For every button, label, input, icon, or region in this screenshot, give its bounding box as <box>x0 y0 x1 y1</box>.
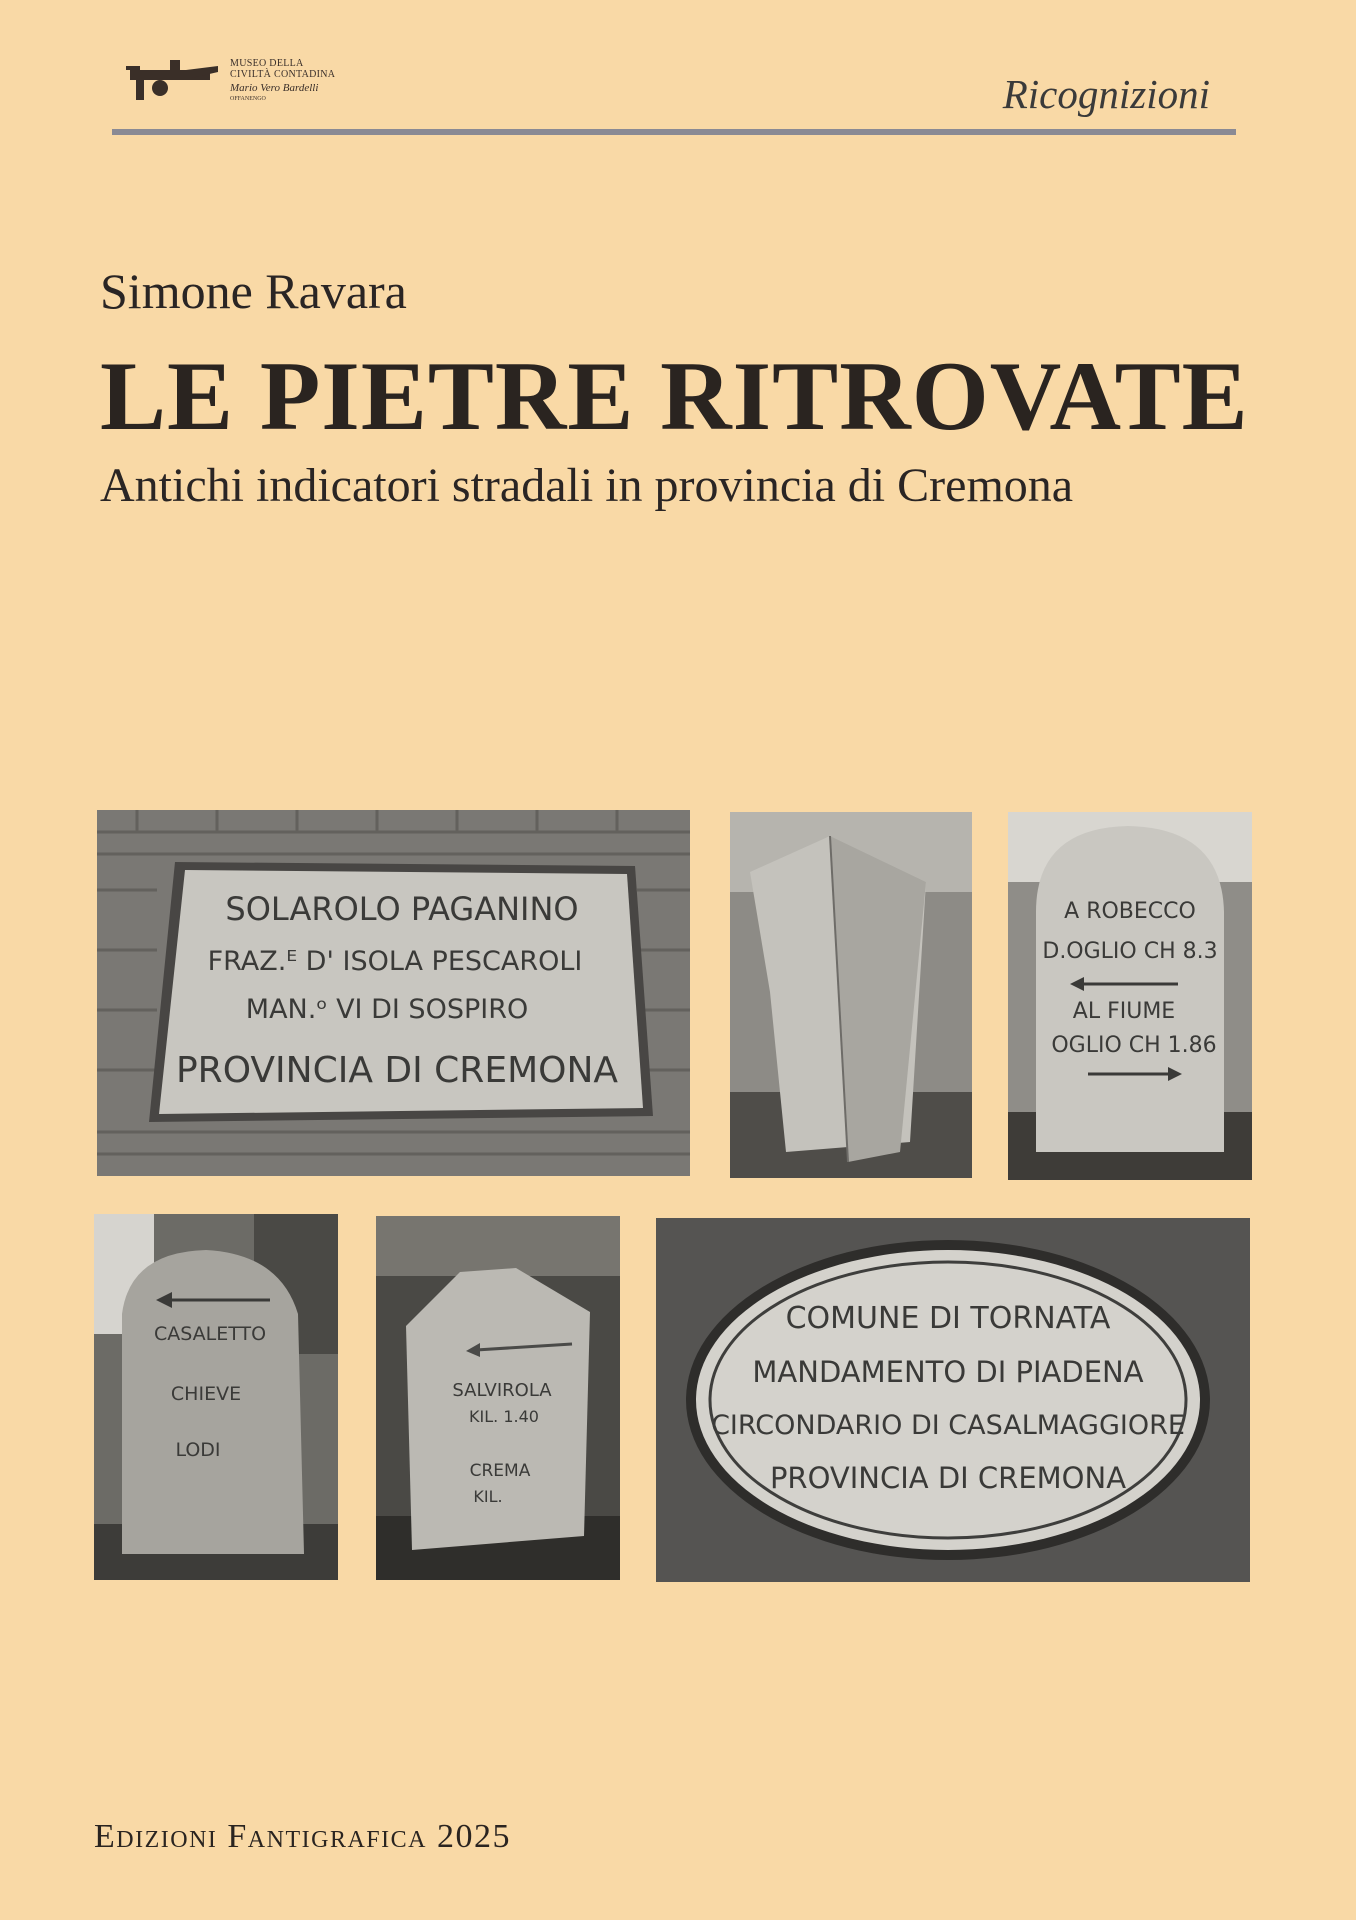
salvirola-line2: KIL. 1.40 <box>469 1407 539 1426</box>
museum-signature: Mario Vero Bardelli <box>230 82 319 94</box>
robecco-line1: A ROBECCO <box>1064 899 1196 924</box>
salvirola-line4: KIL. <box>473 1487 503 1506</box>
museum-place: OFFANENGO <box>230 96 266 102</box>
museum-name-line1: MUSEO DELLA <box>230 58 304 69</box>
museum-name-line2: CIVILTÀ CONTADINA <box>230 69 336 80</box>
museum-logo <box>126 52 356 112</box>
museum-name <box>230 58 335 80</box>
photo-tornata-plaque <box>656 1218 1250 1582</box>
photo-solarolo-plaque <box>97 810 690 1176</box>
robecco-line3: AL FIUME <box>1072 999 1176 1024</box>
casaletto-line2: CHIEVE <box>170 1383 242 1405</box>
solarolo-line1: SOLAROLO PAGANINO <box>225 890 579 928</box>
museum-plough-logo-icon <box>126 54 222 104</box>
robecco-line2: D.OGLIO CH 8.3 <box>1042 939 1218 964</box>
header-rule <box>112 129 1236 135</box>
tornata-line4: PROVINCIA DI CREMONA <box>769 1461 1127 1495</box>
solarolo-line2: FRAZ.ᴱ D' ISOLA PESCAROLI <box>207 946 583 977</box>
photo-robecco-stone <box>1008 812 1252 1180</box>
series-name: Ricognizioni <box>1002 71 1210 117</box>
book-title: LE PIETRE RITROVATE <box>100 342 1249 451</box>
tornata-line3: CIRCONDARIO DI CASALMAGGIORE <box>711 1410 1185 1441</box>
tornata-line2: MANDAMENTO DI PIADENA <box>752 1355 1144 1389</box>
casaletto-line1: CASALETTO <box>153 1323 267 1345</box>
salvirola-line3: CREMA <box>469 1461 531 1481</box>
photo-milestone-blank <box>730 812 972 1178</box>
author: Simone Ravara <box>100 263 407 319</box>
casaletto-line3: LODI <box>175 1439 221 1461</box>
photo-casaletto-stone <box>94 1214 338 1580</box>
tornata-line1: COMUNE DI TORNATA <box>785 1301 1111 1336</box>
solarolo-line3: MAN.ᵒ VI DI SOSPIRO <box>245 994 529 1025</box>
book-subtitle: Antichi indicatori stradali in provincia di Cremona <box>100 459 1074 512</box>
photo-salvirola-stone <box>376 1216 620 1580</box>
solarolo-line4: PROVINCIA DI CREMONA <box>175 1050 619 1091</box>
salvirola-line1: SALVIROLA <box>452 1380 552 1401</box>
robecco-line4: OGLIO CH 1.86 <box>1051 1033 1217 1058</box>
publisher: Edizioni Fantigrafica 2025 <box>94 1818 511 1855</box>
